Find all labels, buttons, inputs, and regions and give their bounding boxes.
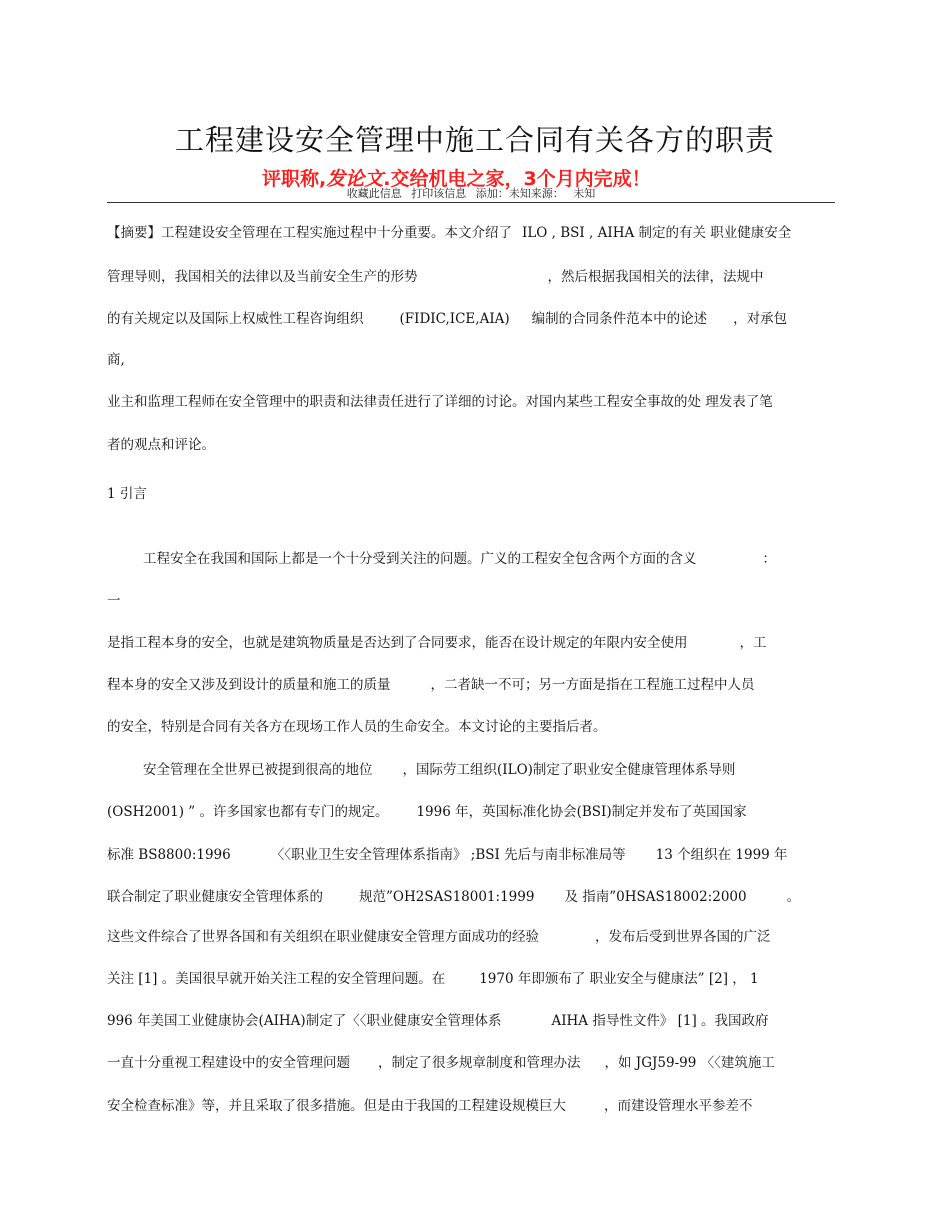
text-run: ，而建设管理水平参差不 <box>604 1098 753 1114</box>
text-run: 是指工程本身的安全，也就是建筑物质量是否达到了合同要求，能否在设计规定的年限内安全使用 <box>107 635 688 651</box>
text-run: 〈〈职业卫生安全管理体系指南》 ;BSI 先后与南非标准局等 <box>270 847 626 863</box>
text-run: 【摘要】工程建设安全管理在工程实施过程中十分重要。本文介绍了 <box>107 225 512 241</box>
body-line <box>107 307 832 327</box>
text-run: 。 <box>786 889 801 905</box>
text-run: 及 指南”0HSAS18002:2000 <box>564 889 747 905</box>
text-run: 业主和监理工程师在安全管理中的职责和法律责任进行了详细的讨论。对国内某些工程安全事故的处 理发表了笔 <box>107 394 773 410</box>
text-run: 者的观点和评论。 <box>107 437 215 453</box>
body-line <box>107 589 832 609</box>
body-line <box>107 1009 832 1029</box>
section-heading <box>107 482 832 502</box>
body-line <box>107 800 832 820</box>
body-line <box>107 348 832 368</box>
article-title: 工程建设安全管理中施工合同有关各方的职责 <box>174 123 775 157</box>
text-run: 联合制定了职业健康安全管理体系的 <box>107 889 323 905</box>
text-run: 程本身的安全又涉及到设计的质量和施工的质量 <box>107 677 391 693</box>
text-run: 编制的合同条件范本中的论述 <box>531 311 708 327</box>
promo-part-3: .交给机电之家，3个月内完成！ <box>383 168 651 190</box>
text-run: 的有关规定以及国际上权威性工程咨询组织 <box>107 311 364 327</box>
source-label: 添加：未知来源： <box>475 187 564 200</box>
article-meta-bar <box>107 185 835 203</box>
text-run: 1996 年，英国标准化协会(BSI)制定并发布了英国国家 <box>416 804 747 820</box>
promo-part-2: 发论文 <box>326 168 384 190</box>
body-line <box>107 925 832 945</box>
body-line <box>107 221 832 241</box>
text-run: 安全管理在全世界已被提到很高的地位 <box>143 762 373 778</box>
text-run: ，然后根据我国相关的法律，法规中 <box>547 269 764 285</box>
text-run: ，如 JGJ59-99 〈〈建筑施工 <box>604 1055 775 1071</box>
text-run: 1970 年即颁布了 职业安全与健康法” [2] ， 1 <box>479 971 759 987</box>
text-run: ，国际劳工组织(ILO)制定了职业安全健康管理体系导则 <box>402 762 736 778</box>
body-line <box>107 390 832 410</box>
body-line <box>107 715 832 735</box>
body-line <box>107 1094 832 1114</box>
text-run: 996 年美国工业健康协会(AIHA)制定了〈〈职业健康安全管理体系 <box>107 1013 502 1029</box>
text-run: AIHA 指导性文件》 [1] 。我国政府 <box>551 1013 769 1029</box>
body-line <box>107 758 868 778</box>
body-line <box>107 1051 832 1071</box>
text-run: 规范”OH2SAS18001:1999 <box>359 889 535 905</box>
text-run: (OSH2001) ” 。许多国家也都有专门的规定。 <box>107 804 389 820</box>
text-run: 一 <box>107 593 121 609</box>
text-run: 1 引言 <box>107 486 147 502</box>
body-line <box>107 673 832 693</box>
text-run: 标准 BS8800:1996 <box>107 847 231 863</box>
text-run: ： <box>762 551 776 567</box>
promo-part-1: 评职称, <box>262 168 327 190</box>
text-run: 一直十分重视工程建设中的安全管理问题 <box>107 1055 350 1071</box>
text-run: ，二者缺一不可；另一方面是指在工程施工过程中人员 <box>430 677 755 693</box>
text-run: 安全检查标准》等，并且采取了很多措施。但是由于我国的工程建设规模巨大 <box>107 1098 566 1114</box>
source-value: 未知 <box>573 187 596 200</box>
body-line <box>107 885 832 905</box>
text-run: ，制定了很多规章制度和管理办法 <box>378 1055 581 1071</box>
text-run: 工程安全在我国和国际上都是一个十分受到关注的问题。广义的工程安全包含两个方面的含义 <box>143 551 697 567</box>
text-run: 这些文件综合了世界各国和有关组织在职业健康安全管理方面成功的经验 <box>107 929 539 945</box>
text-run: 管理导则，我国相关的法律以及当前安全生产的形势 <box>107 269 418 285</box>
text-run: 商, <box>107 352 125 368</box>
text-run: (FIDIC,ICE,AIA) <box>399 311 510 327</box>
favorite-link[interactable]: 收藏此信息 <box>346 187 402 200</box>
body-line <box>107 265 832 285</box>
body-line <box>107 433 832 453</box>
text-run: ，对承包 <box>733 311 788 327</box>
text-run: 13 个组织在 1999 年 <box>655 847 788 863</box>
text-run: ILO , BSI , AIHA 制定的有关 职业健康安全 <box>522 225 792 241</box>
text-run: ，发布后受到世界各国的广泛 <box>595 929 771 945</box>
body-line <box>107 843 832 863</box>
text-run: ，工 <box>739 635 767 651</box>
body-line <box>107 967 832 987</box>
body-line <box>107 631 832 651</box>
text-run: 的安全，特别是合同有关各方在现场工作人员的生命安全。本文讨论的主要指后者。 <box>107 719 607 735</box>
print-link[interactable]: 打印该信息 <box>411 187 467 200</box>
text-run: 关注 [1] 。美国很早就开始关注工程的安全管理问题。在 <box>107 971 446 987</box>
body-line <box>107 547 868 567</box>
